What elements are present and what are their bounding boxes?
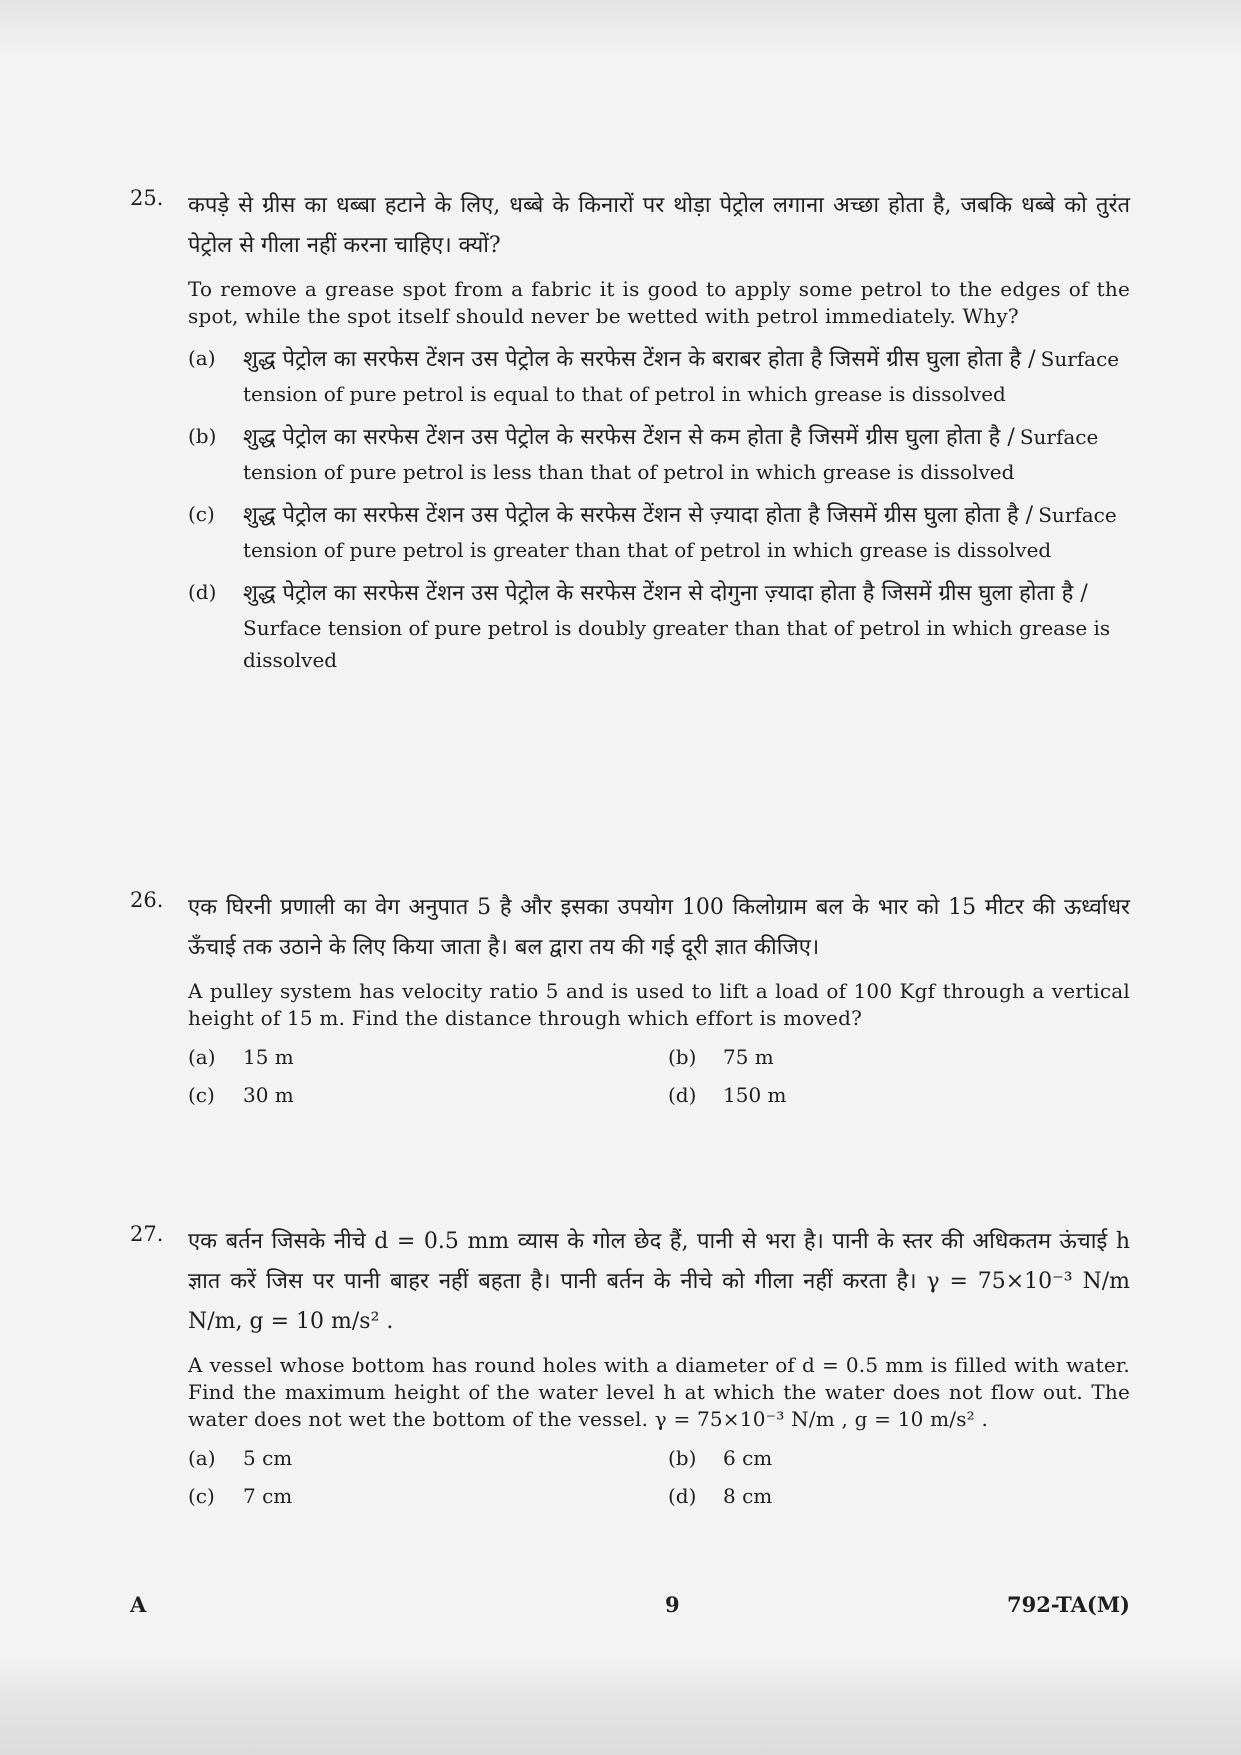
option-text: 7 cm bbox=[243, 1484, 293, 1508]
option-label: (c) bbox=[188, 1484, 215, 1508]
option-c[interactable] bbox=[188, 1080, 668, 1110]
option-label: (d) bbox=[668, 1083, 697, 1107]
option-label: (a) bbox=[188, 1446, 216, 1470]
option-text: 8 cm bbox=[723, 1484, 773, 1508]
question-text-english bbox=[188, 1352, 1130, 1433]
option-label: (c) bbox=[188, 1083, 215, 1107]
question-26 bbox=[130, 888, 1130, 1110]
option-text-english: Surface tension of pure petrol is equal to that of petrol in which grease is dissolved bbox=[243, 347, 1120, 406]
question-number: 27. bbox=[130, 1222, 164, 1246]
page-number: 9 bbox=[665, 1592, 680, 1617]
question-text-english: A pulley system has velocity ratio 5 and is used to lift a load of 100 Kgf through a vertical height of 15 m. Find the distance through which effort is moved? bbox=[188, 979, 1130, 1030]
question-text-english-body: A vessel whose bottom has round holes with a diameter of d = 0.5 mm is filled with water. Find the maximum height of the water level h at which the water does not flow out. The water does not wet the bottom of the vessel. bbox=[188, 1353, 1130, 1431]
option-label: (a) bbox=[188, 346, 216, 370]
option-a[interactable] bbox=[188, 1042, 668, 1072]
option-d[interactable] bbox=[668, 1481, 1148, 1511]
option-a[interactable] bbox=[188, 342, 1130, 410]
formula-english: γ = 75×10⁻³ N/m , g = 10 m/s² . bbox=[654, 1407, 989, 1431]
option-text: 30 m bbox=[243, 1083, 294, 1107]
question-27 bbox=[130, 1222, 1130, 1511]
series-code: A bbox=[130, 1592, 147, 1617]
question-text-hindi: एक घिरनी प्रणाली का वेग अनुपात 5 है और इसका उपयोग 100 किलोग्राम बल के भार को 15 मीटर की ऊर्ध्वाधर ऊँचाई तक उठाने के लिए किया जाता है। बल द्वारा तय की गई दूरी ज्ञात कीजिए। bbox=[188, 895, 1130, 960]
option-label: (b) bbox=[188, 424, 217, 448]
option-label: (d) bbox=[188, 580, 217, 604]
option-text-english: Surface tension of pure petrol is greater than that of petrol in which grease is dissolved bbox=[243, 503, 1117, 562]
option-text: 5 cm bbox=[243, 1446, 293, 1470]
option-b[interactable] bbox=[668, 1042, 1148, 1072]
option-text: 15 m bbox=[243, 1045, 294, 1069]
question-25 bbox=[130, 186, 1130, 686]
option-b[interactable] bbox=[188, 420, 1130, 488]
question-number: 25. bbox=[130, 186, 164, 210]
formula-hindi: γ = 75×10⁻³ N/m N/m, g = 10 m/s² . bbox=[188, 1269, 1130, 1334]
option-label: (a) bbox=[188, 1045, 216, 1069]
question-text-english: To remove a grease spot from a fabric it is good to apply some petrol to the edges of the spot, while the spot itself should never be wetted with petrol immediately. Why? bbox=[188, 277, 1130, 328]
option-a[interactable] bbox=[188, 1443, 668, 1473]
option-text-english: Surface tension of pure petrol is doubly greater than that of petrol in which grease is dissolved bbox=[243, 616, 1111, 672]
question-text-hindi: कपड़े से ग्रीस का धब्बा हटाने के लिए, धब्बे के किनारों पर थोड़ा पेट्रोल लगाना अच्छा होता है, जबकि धब्बे को तुरंत पेट्रोल से गीला नहीं करना चाहिए। क्यों? bbox=[188, 193, 1130, 258]
option-c[interactable] bbox=[188, 498, 1130, 566]
question-text-hindi-body: एक बर्तन जिसके नीचे d = 0.5 mm व्यास के गोल छेद हैं, पानी से भरा है। पानी के स्तर की अधिकतम ऊंचाई h ज्ञात करें जिस पर पानी बाहर नहीं बहता है। पानी बर्तन के नीचे को गीला नहीं करता है। bbox=[188, 1229, 1130, 1294]
options-list bbox=[188, 342, 1130, 676]
option-text-english: Surface tension of pure petrol is less than that of petrol in which grease is dissolved bbox=[243, 425, 1099, 484]
options-grid bbox=[188, 1042, 1130, 1110]
option-text: 75 m bbox=[723, 1045, 774, 1069]
option-label: (c) bbox=[188, 502, 215, 526]
option-text-hindi: शुद्ध पेट्रोल का सरफेस टेंशन उस पेट्रोल के सरफेस टेंशन के बराबर होता है जिसमें ग्रीस घुला होता है / bbox=[243, 347, 1036, 372]
option-text-hindi: शुद्ध पेट्रोल का सरफेस टेंशन उस पेट्रोल के सरफेस टेंशन से कम होता है जिसमें ग्रीस घुला होता है / bbox=[243, 425, 1015, 450]
option-label: (b) bbox=[668, 1446, 697, 1470]
option-label: (d) bbox=[668, 1484, 697, 1508]
options-grid bbox=[188, 1443, 1130, 1511]
option-d[interactable] bbox=[668, 1080, 1148, 1110]
question-number: 26. bbox=[130, 888, 164, 912]
option-text: 150 m bbox=[723, 1083, 787, 1107]
option-d[interactable] bbox=[188, 576, 1130, 676]
option-text-hindi: शुद्ध पेट्रोल का सरफेस टेंशन उस पेट्रोल के सरफेस टेंशन से ज़्यादा होता है जिसमें ग्रीस घुला होता है / bbox=[243, 503, 1034, 528]
option-c[interactable] bbox=[188, 1481, 668, 1511]
option-text-hindi: शुद्ध पेट्रोल का सरफेस टेंशन उस पेट्रोल के सरफेस टेंशन से दोगुना ज़्यादा होता है जिसमें ग्रीस घुला होता है / bbox=[243, 581, 1088, 606]
question-text-hindi bbox=[188, 1222, 1130, 1342]
paper-code: 792-TA(M) bbox=[1007, 1592, 1130, 1617]
option-b[interactable] bbox=[668, 1443, 1148, 1473]
option-label: (b) bbox=[668, 1045, 697, 1069]
option-text: 6 cm bbox=[723, 1446, 773, 1470]
